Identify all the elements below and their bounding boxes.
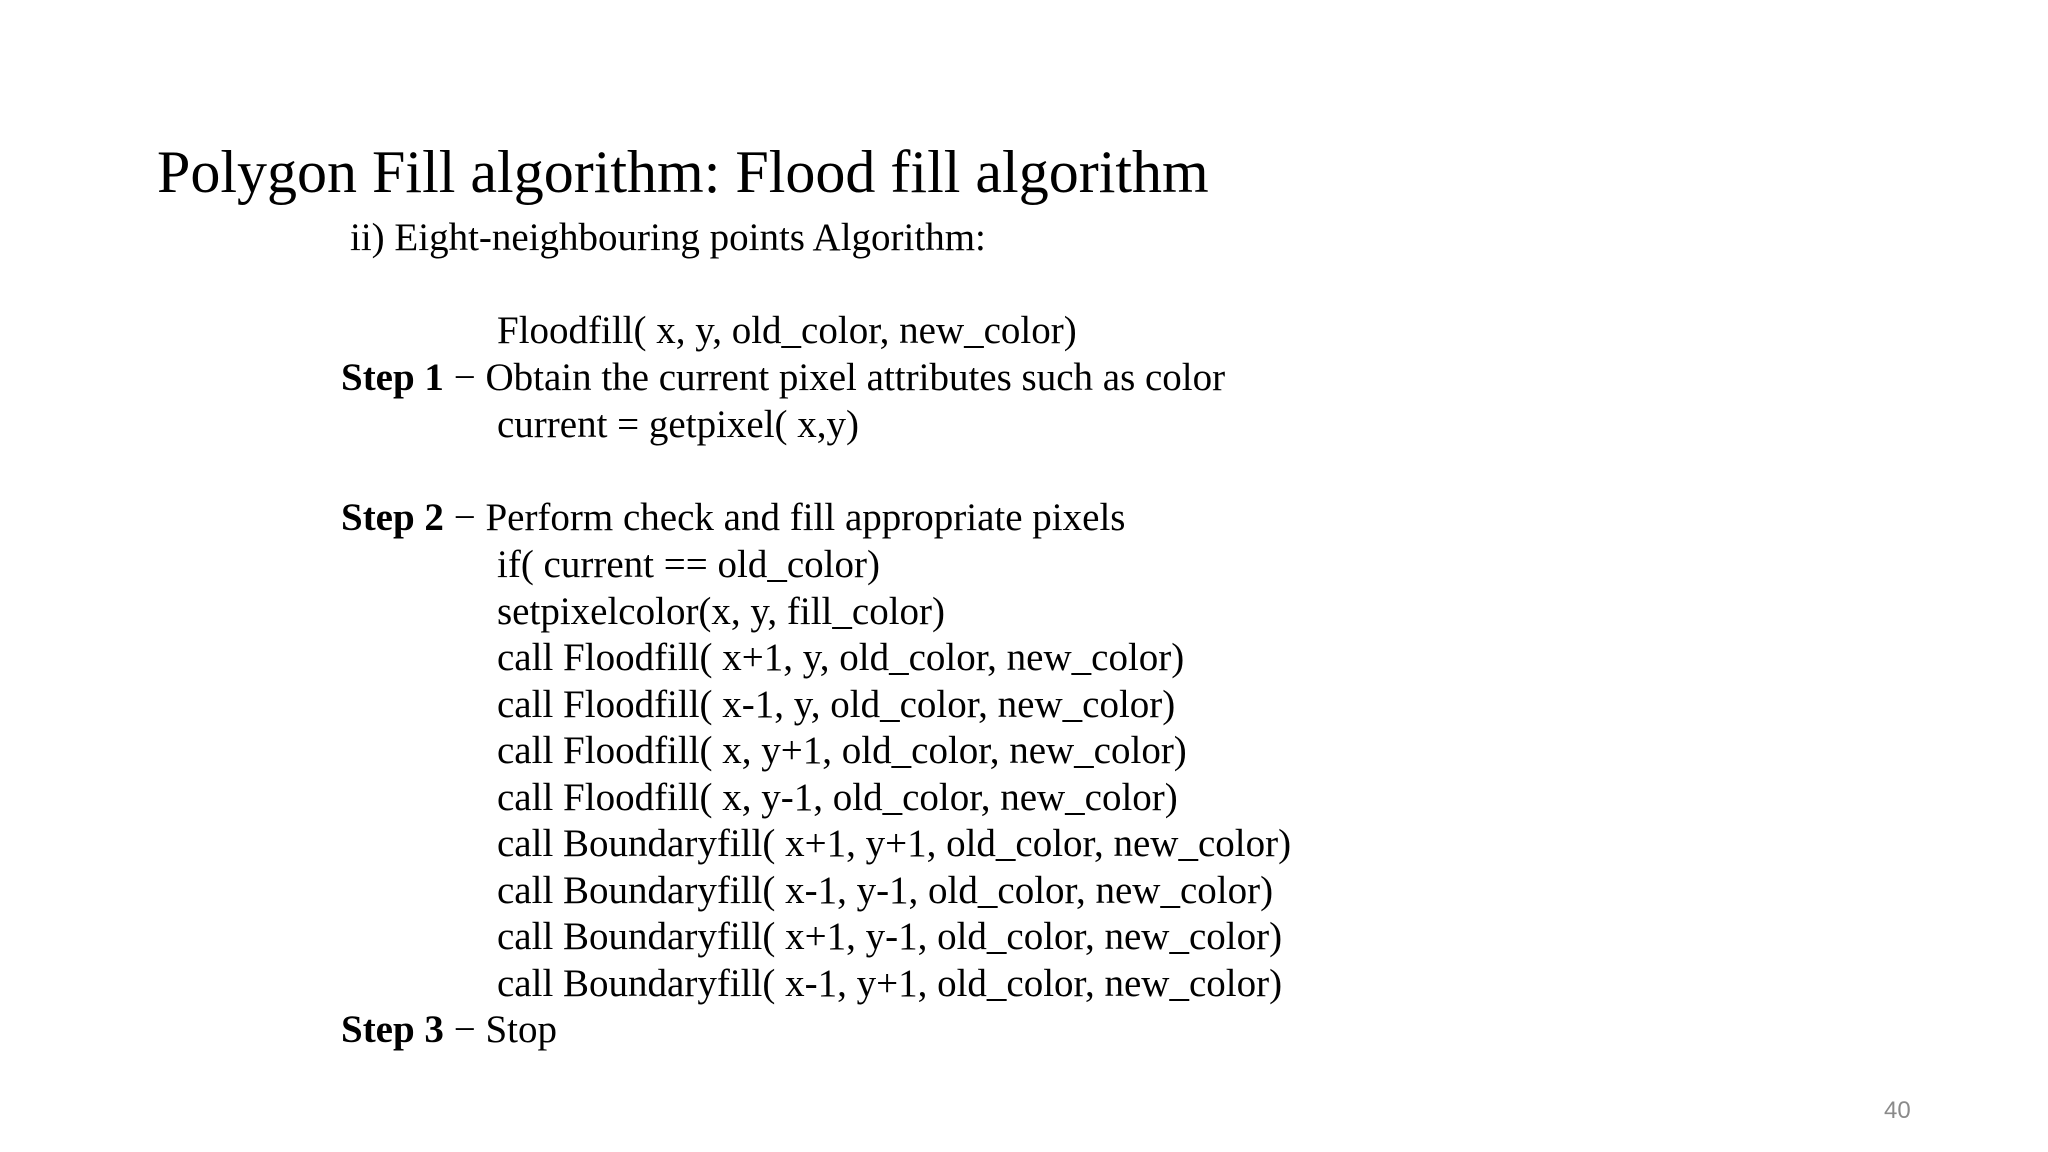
step-2-code-line-7: call Boundaryfill( x+1, y+1, old_color, new_color) [497, 822, 1292, 865]
step-1-code: current = getpixel( x,y) [497, 403, 860, 446]
step-2 [341, 494, 1125, 542]
page-number: 40 [1884, 1097, 1911, 1124]
step-2-code-line-4: call Floodfill( x-1, y, old_color, new_color) [497, 683, 1176, 726]
step-2-code-line-3: call Floodfill( x+1, y, old_color, new_color) [497, 636, 1185, 679]
step-1 [341, 354, 1225, 402]
step-2-code-line-6: call Floodfill( x, y-1, old_color, new_color) [497, 776, 1178, 819]
step-3-text: Stop [485, 1008, 557, 1051]
step-2-code-line-8: call Boundaryfill( x-1, y-1, old_color, new_color) [497, 869, 1274, 912]
step-1-text: Obtain the current pixel attributes such as color [485, 356, 1226, 399]
function-signature: Floodfill( x, y, old_color, new_color) [497, 309, 1077, 352]
step-2-code-line-5: call Floodfill( x, y+1, old_color, new_color) [497, 729, 1187, 772]
step-2-code-line-9: call Boundaryfill( x+1, y-1, old_color, new_color) [497, 915, 1283, 958]
step-2-code-line-10: call Boundaryfill( x-1, y+1, old_color, new_color) [497, 962, 1283, 1005]
step-3-label: Step 3 [341, 1008, 444, 1051]
step-2-code-line-2: setpixelcolor(x, y, fill_color) [497, 590, 946, 633]
slide-title: Polygon Fill algorithm: Flood fill algorithm [157, 139, 1209, 205]
step-2-text: Perform check and fill appropriate pixels [485, 496, 1126, 539]
step-2-dash: − [443, 496, 486, 539]
step-3-dash: − [443, 1008, 486, 1051]
step-1-dash: − [443, 356, 486, 399]
step-1-label: Step 1 [341, 356, 444, 399]
step-2-label: Step 2 [341, 496, 444, 539]
slide-subtitle: ii) Eight-neighbouring points Algorithm: [350, 216, 986, 259]
step-3 [341, 1006, 557, 1054]
step-2-code-line-1: if( current == old_color) [497, 543, 880, 586]
